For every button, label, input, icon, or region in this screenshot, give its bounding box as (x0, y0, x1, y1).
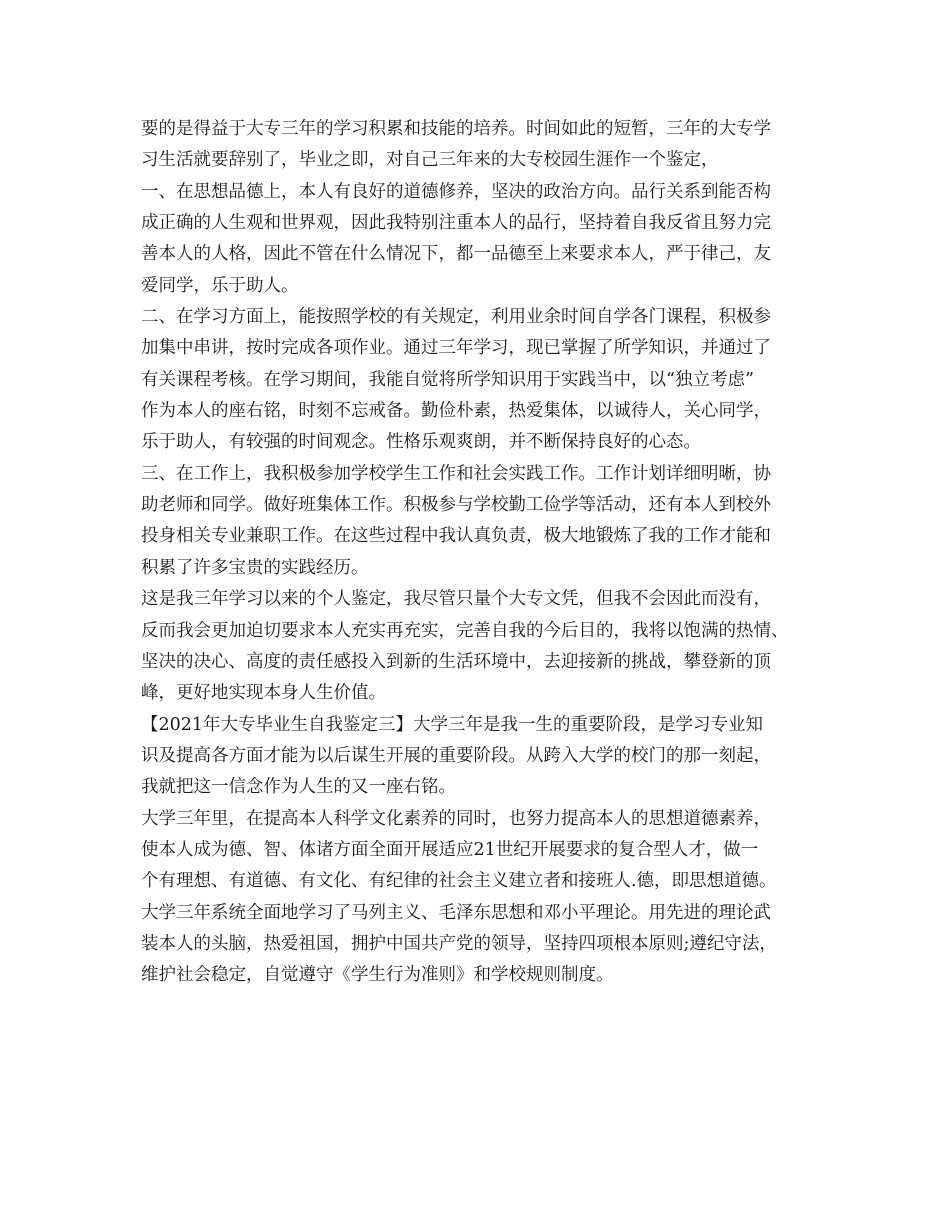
text-line: 维护社会稳定，自觉遵守《学生行为准则》和学校规则制度。 (141, 965, 614, 986)
text-line: 乐于助人，有较强的时间观念。性格乐观爽朗，并不断保持良好的心态。 (141, 432, 701, 453)
text-line: 二、在学习方面上，能按照学校的有关规定，利用业余时间自学各门课程，积极参 (141, 307, 771, 328)
text-line: 习生活就要辞别了，毕业之即，对自己三年来的大专校园生涯作一个鉴定， (141, 150, 719, 171)
text-line: 大学三年里，在提高本人科学文化素养的同时，也努力提高本人的思想道德素养， (141, 808, 771, 829)
text-line: 要的是得益于大专三年的学习积累和技能的培养。时间如此的短暂，三年的大专学 (141, 119, 771, 139)
text-line: 一、在思想品德上，本人有良好的道德修养，坚决的政治方向。品行关系到能否构 (141, 181, 771, 202)
text-line: 投身相关专业兼职工作。在这些过程中我认真负责，极大地锻炼了我的工作才能和 (141, 526, 771, 547)
text-line: 反而我会更加迫切要求本人充实再充实，完善自我的今后目的，我将以饱满的热情、 (141, 620, 789, 641)
text-line: 善本人的人格，因此不管在什么情况下，都一品德至上来要求本人，严于律己，友 (141, 244, 771, 265)
text-line: 峰，更好地实现本身人生价值。 (141, 683, 386, 704)
text-line: 个有理想、有道德、有文化、有纪律的社会主义建立者和接班人.德，即思想道德。 (141, 871, 777, 892)
text-line: 使本人成为德、智、体诸方面全面开展适应21世纪开展要求的复合型人才，做一 (141, 839, 759, 860)
text-line: 有关课程考核。在学习期间，我能自觉将所学知识用于实践当中，以“独立考虑” (141, 369, 754, 390)
text-line: 坚决的决心、高度的责任感投入到新的生活环境中，去迎接新的挑战，攀登新的顶 (141, 651, 771, 672)
text-line: 识及提高各方面才能为以后谋生开展的重要阶段。从跨入大学的校门的那一刻起， (141, 745, 771, 766)
text-line: 爱同学，乐于助人。 (141, 275, 299, 296)
text-line: 加集中串讲，按时完成各项作业。通过三年学习，现已掌握了所学知识，并通过了 (141, 338, 771, 359)
text-line: 我就把这一信念作为人生的又一座右铭。 (141, 777, 456, 798)
text-line: 成正确的人生观和世界观，因此我特别注重本人的品行，坚持着自我反省且努力完 (141, 213, 771, 234)
text-line: 【2021年大专毕业生自我鉴定三】大学三年是我一生的重要阶段，是学习专业知 (141, 714, 764, 735)
text-line: 三、在工作上，我积极参加学校学生工作和社会实践工作。工作计划详细明晰，协 (141, 463, 771, 484)
text-line: 这是我三年学习以来的个人鉴定，我尽管只量个大专文凭，但我不会因此而没有， (141, 589, 771, 610)
text-line: 大学三年系统全面地学习了马列主义、毛泽东思想和邓小平理论。用先进的理论武 (141, 902, 771, 923)
text-line: 积累了许多宝贵的实践经历。 (141, 557, 369, 578)
text-line: 装本人的头脑，热爱祖国，拥护中国共产党的领导，坚持四项根本原则;遵纪守法， (141, 933, 777, 954)
text-line: 作为本人的座右铭，时刻不忘戒备。勤俭朴素，热爱集体，以诚待人，关心同学， (141, 401, 771, 422)
document-body (141, 114, 831, 992)
text-line: 助老师和同学。做好班集体工作。积极参与学校勤工俭学等活动，还有本人到校外 (141, 495, 771, 516)
